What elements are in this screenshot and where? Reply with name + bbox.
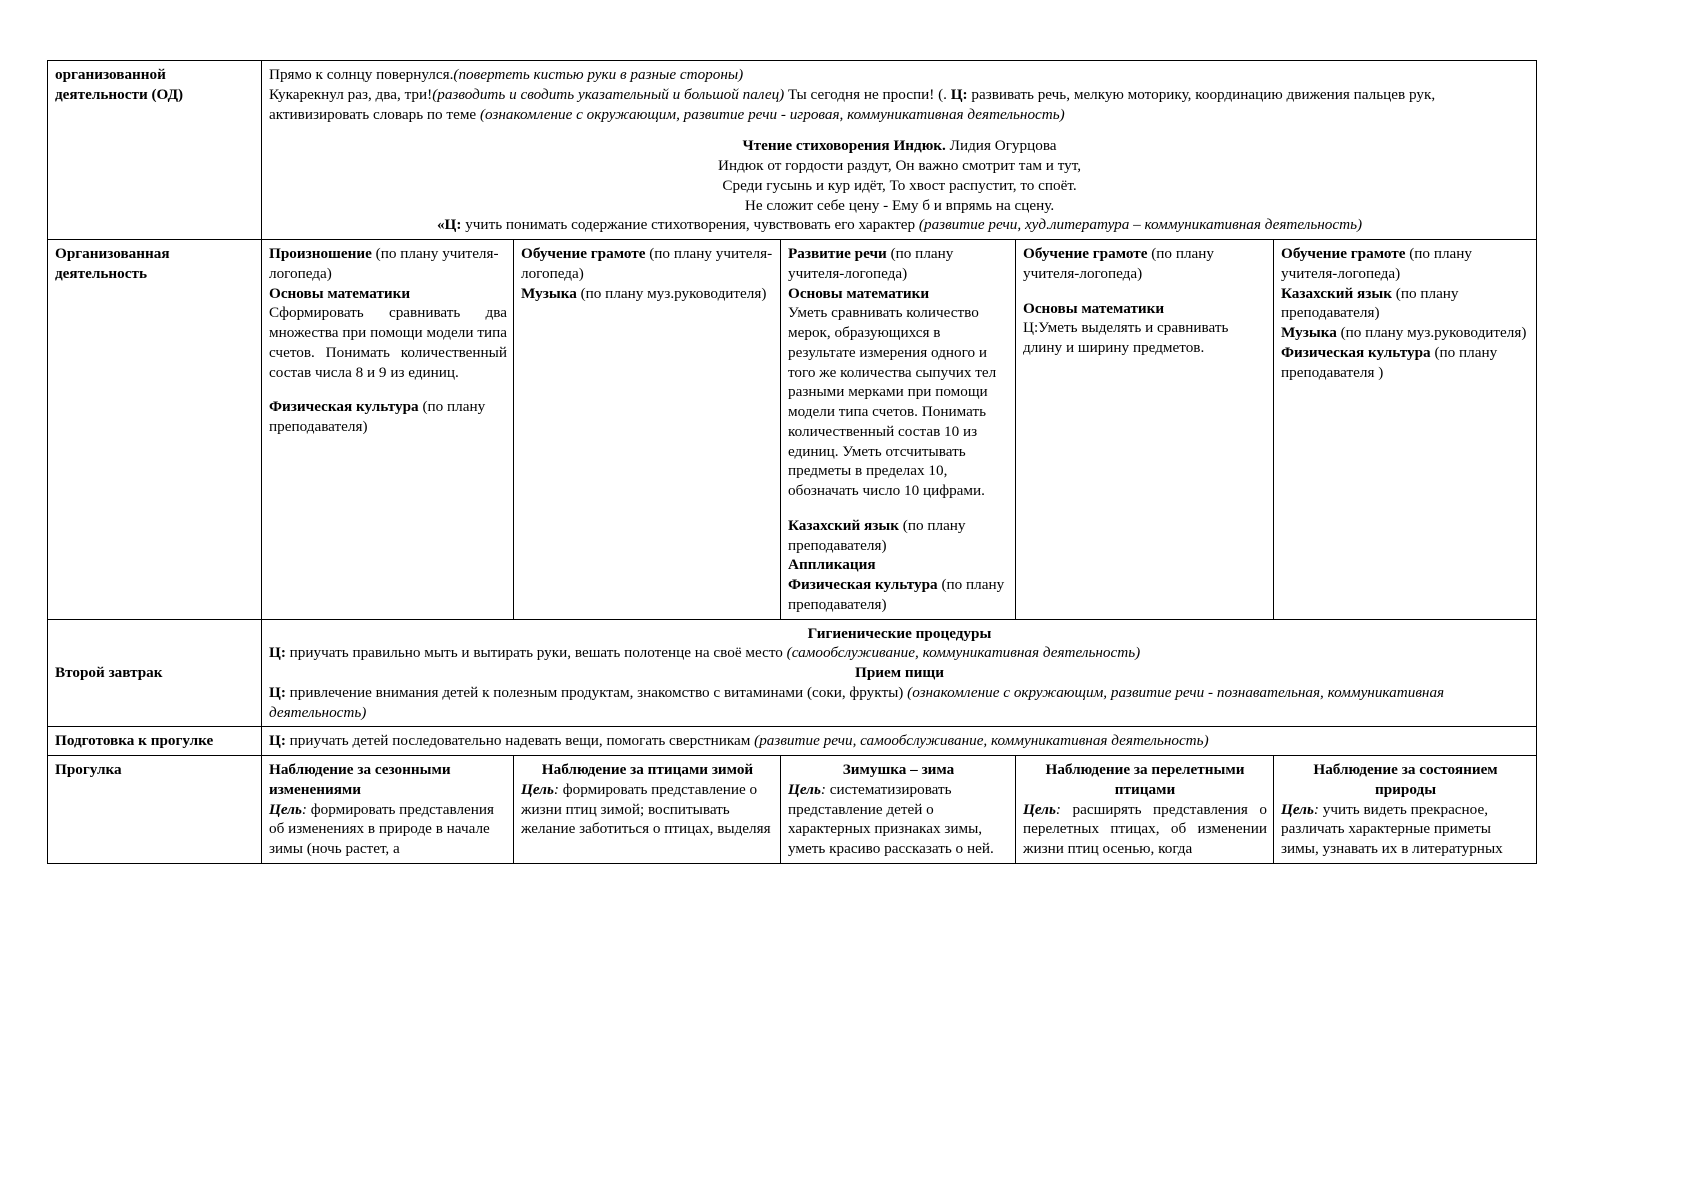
activity-entry	[269, 284, 507, 304]
activity-entry	[788, 284, 1009, 304]
activity-entry-title: Физическая культура	[1281, 343, 1431, 361]
table-row-organized-activity	[48, 240, 1537, 620]
activity-entry-detail: (по плану преподавателя)	[788, 516, 966, 554]
row-label-walk-preparation-text: Подготовка к прогулке	[55, 732, 214, 750]
row-label-second-breakfast-text: Второй завтрак	[55, 664, 163, 681]
od-content-cell	[262, 61, 1537, 240]
poem-line-3: Не сложит себе цену - Ему б и впрямь на сцену.	[744, 196, 1055, 214]
walk-col-1	[262, 756, 514, 864]
walk-col-4	[1016, 756, 1274, 864]
activity-entry	[788, 244, 1009, 284]
activity-entry	[521, 284, 774, 304]
activity-blocks	[521, 244, 774, 303]
walk-preparation-goal: Ц: приучать детей последовательно надевать вещи, помогать сверстникам (развитие речи, самообслуживание, коммуникативная деятельность)	[269, 732, 1209, 750]
goal-text: формировать представления об изменениях в природе в начале зимы (ночь растет, а	[269, 800, 495, 857]
activity-entry-title: Обучение грамоте	[1023, 245, 1148, 262]
goal-separator: :	[820, 780, 830, 798]
row-label-walk-text: Прогулка	[55, 761, 122, 778]
activity-entry-detail: (по плану муз.руководителя)	[1336, 324, 1527, 341]
poem-title: Чтение стиховорения Индюк. Лидия Огурцова	[742, 137, 1057, 155]
activity-entry-title: Обучение грамоте	[521, 245, 646, 262]
activity-entry	[1281, 323, 1530, 343]
activity-entry-title: Обучение грамоте	[1281, 245, 1406, 262]
goal-text: систематизировать представление детей о характерных признаках зимы, уметь красиво рассказать о ней.	[788, 780, 994, 857]
activity-entry-detail: Ц:Уметь выделять и сравнивать длину и ширину предметов.	[1023, 319, 1229, 356]
activity-entry	[1023, 318, 1267, 358]
activity-entry-detail: Уметь сравнивать количество мерок, образующихся в результате измерения одного и того же количества сыпучих тел разными мерками при помощи модели типа счетов. Понимать количественный состав 10 из единиц. Уметь отсчитывать предметы в пределах 10, обозначать число 10 цифрами.	[788, 304, 997, 499]
activity-entry	[788, 555, 1009, 575]
activity-entry-title: Аппликация	[788, 556, 876, 574]
row-label-second-breakfast	[48, 619, 262, 727]
poem-line-2: Среди гусынь и кур идёт, То хвост распустит, то споёт.	[722, 176, 1077, 194]
activity-entry-detail: (по плану учителя-логопеда)	[788, 245, 954, 282]
walk-observation-title: Зимушка – зима	[842, 761, 955, 778]
activity-entry-detail: (по плану муз.руководителя)	[576, 284, 767, 302]
activity-entry	[1281, 284, 1530, 324]
activity-entry-detail: Сформировать сравнивать два множества при помощи модели типа счетов. Понимать количественный состав числа 8 и 9 из единиц.	[269, 304, 507, 381]
daily-plan-table	[47, 60, 1537, 864]
activity-entry-title: Произношение	[269, 245, 372, 262]
goal-separator: :	[553, 780, 563, 798]
activity-entry	[269, 303, 507, 382]
goal-separator: :	[301, 800, 311, 818]
walk-preparation-content	[262, 727, 1537, 756]
goal-label: Цель	[1023, 800, 1056, 818]
activity-entry-title: Физическая культура	[269, 398, 419, 416]
hygiene-heading: Гигиенические процедуры	[807, 624, 992, 642]
table-row-second-breakfast	[48, 619, 1537, 727]
organized-activity-col-2	[514, 240, 781, 620]
organized-activity-col-5	[1274, 240, 1537, 620]
goal-label: Цель	[269, 800, 302, 818]
table-row-walk-preparation	[48, 727, 1537, 756]
activity-entry	[788, 516, 1009, 556]
poem-goal: «Ц: учить понимать содержание стихотворения, чувствовать его характер (развитие речи, худ.литература – коммуникативная деятельность)	[436, 216, 1363, 234]
block-spacer	[1023, 284, 1267, 299]
goal-separator: :	[1055, 800, 1073, 818]
activity-entry	[269, 397, 507, 437]
row-label-walk	[48, 756, 262, 864]
goal-separator: :	[1313, 800, 1323, 818]
od-para-2: Кукарекнул раз, два, три!(разводить и сводить указательный и большой палец) Ты сегодня не проспи! (. Ц: развивать речь, мелкую моторику, координацию движения пальцев рук, активизировать словарь по теме (ознакомление с окружающим, развитие речи - игровая, коммуникативная деятельность)	[269, 85, 1436, 123]
od-para-1: Прямо к солнцу повернулся.(повертеть кистью руки в разные стороны)	[269, 66, 744, 83]
hygiene-goal: Ц: приучать правильно мыть и вытирать руки, вешать полотенце на своё место (самообслуживание, коммуникативная деятельность)	[269, 644, 1141, 662]
meal-goal: Ц: привлечение внимания детей к полезным продуктам, знакомство с витаминами (соки, фрукты) (ознакомление с окружающим, развитие речи - познавательная, коммуникативная деятельность)	[269, 683, 1445, 721]
poem-line-1: Индюк от гордости раздут, Он важно смотрит там и тут,	[717, 157, 1082, 174]
row-label-od	[48, 61, 262, 240]
activity-entry	[788, 575, 1009, 615]
activity-blocks	[1023, 244, 1267, 358]
activity-entry-title: Развитие речи	[788, 245, 887, 262]
activity-entry-title: Основы математики	[788, 284, 930, 302]
walk-observation-goal	[1281, 800, 1530, 859]
meal-heading: Прием пищи	[855, 664, 944, 681]
activity-entry	[269, 244, 507, 284]
activity-entry-title: Музыка	[521, 284, 577, 302]
walk-observation-title: Наблюдение за перелетными птицами	[1045, 761, 1245, 798]
goal-text: формировать представление о жизни птиц зимой; воспитывать желание заботиться о птицах, выделяя	[521, 780, 771, 838]
activity-entry	[1281, 244, 1530, 284]
second-breakfast-content	[262, 619, 1537, 727]
table-row-walk	[48, 756, 1537, 864]
walk-observation-title: Наблюдение за птицами зимой	[541, 761, 754, 778]
row-label-walk-preparation	[48, 727, 262, 756]
organized-activity-col-1	[262, 240, 514, 620]
activity-blocks	[1281, 244, 1530, 382]
walk-col-2	[514, 756, 781, 864]
goal-label: Цель	[1281, 800, 1314, 818]
activity-entry	[788, 303, 1009, 501]
walk-col-5	[1274, 756, 1537, 864]
row-label-organized-activity	[48, 240, 262, 620]
activity-entry-title: Физическая культура	[788, 576, 938, 593]
activity-entry-detail: (по плану преподавателя )	[1281, 343, 1498, 381]
walk-observation-goal	[788, 780, 1009, 859]
activity-entry	[1281, 343, 1530, 383]
activity-entry-title: Казахский язык	[788, 516, 899, 534]
activity-entry-detail: (по плану преподавателя)	[788, 576, 1005, 613]
walk-observation-title: Наблюдение за сезонными изменениями	[269, 761, 451, 798]
walk-observation-goal	[269, 800, 507, 859]
activity-entry-detail: (по плану учителя-логопеда)	[269, 245, 499, 282]
block-spacer	[269, 382, 507, 397]
activity-entry-title: Основы математики	[269, 284, 411, 302]
table-row-od-continuation	[48, 61, 1537, 240]
activity-entry	[521, 244, 774, 284]
activity-blocks	[788, 244, 1009, 615]
activity-entry-detail: (по плану преподавателя)	[1281, 284, 1459, 322]
block-spacer	[788, 501, 1009, 516]
organized-activity-col-4	[1016, 240, 1274, 620]
activity-entry	[1023, 244, 1267, 284]
goal-text: расширять представления о перелетных птицах, об изменении жизни птиц осенью, когда	[1023, 800, 1267, 857]
goal-label: Цель	[788, 780, 821, 798]
walk-observation-goal	[521, 780, 774, 839]
organized-activity-col-3	[781, 240, 1016, 620]
activity-entry-title: Основы математики	[1023, 299, 1165, 317]
walk-col-3	[781, 756, 1016, 864]
row-label-organized-activity-text: Организованная деятельность	[55, 245, 170, 282]
activity-blocks	[269, 244, 507, 437]
walk-observation-title: Наблюдение за состоянием природы	[1313, 761, 1498, 798]
row-label-od-text: организованной деятельности (ОД)	[55, 66, 184, 103]
goal-text: учить видеть прекрасное, различать характерные приметы зимы, узнавать их в литературных	[1281, 800, 1503, 857]
activity-entry	[1023, 299, 1267, 319]
activity-entry-detail: (по плану учителя-логопеда)	[1023, 245, 1214, 282]
activity-entry-title: Казахский язык	[1281, 284, 1392, 302]
activity-entry-detail: (по плану учителя-логопеда)	[1281, 245, 1472, 282]
goal-label: Цель	[521, 780, 554, 798]
walk-observation-goal	[1023, 800, 1267, 859]
activity-entry-title: Музыка	[1281, 324, 1337, 341]
activity-entry-detail: (по плану преподавателя)	[269, 398, 486, 435]
activity-entry-detail: (по плану учителя-логопеда)	[521, 245, 773, 282]
